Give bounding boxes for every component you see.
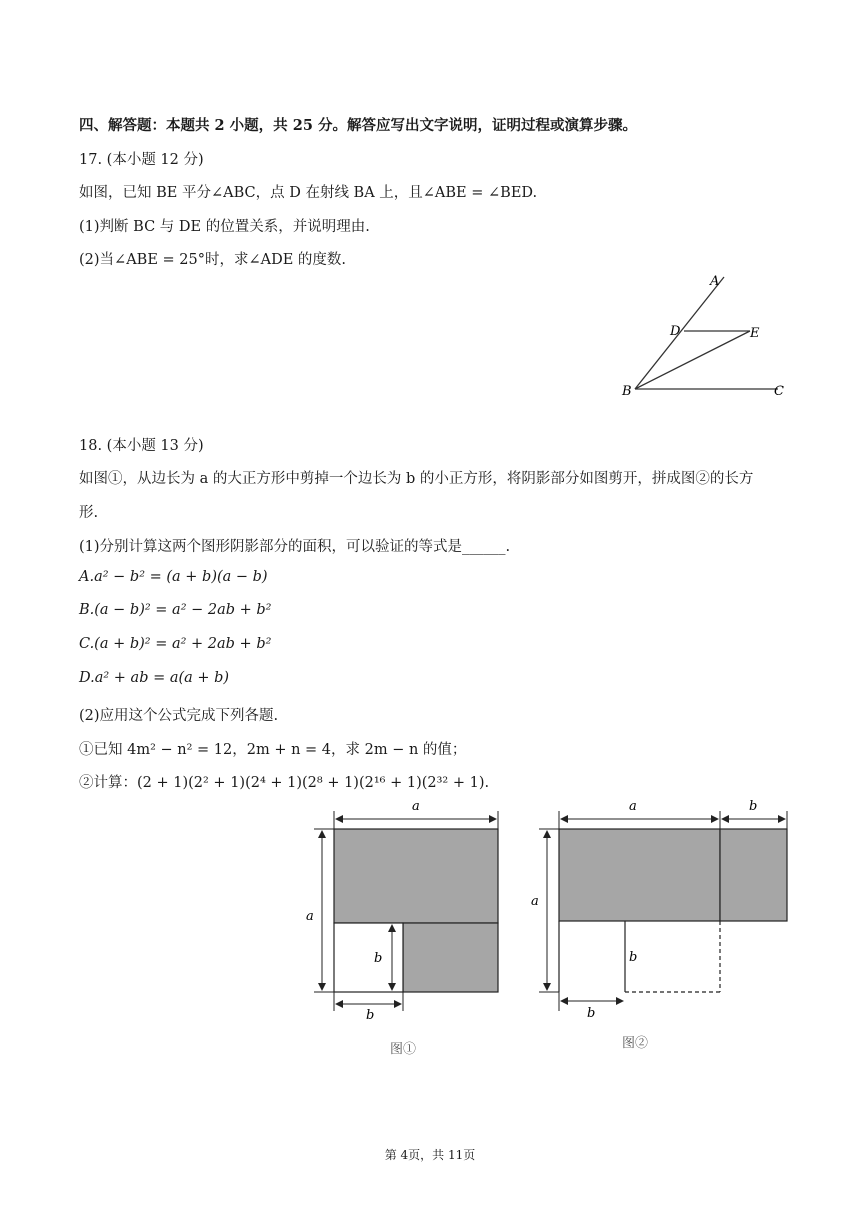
q18-part2: (2)应用这个公式完成下列各题. <box>79 708 279 724</box>
label-C: C <box>774 384 784 399</box>
q18-option-d: D.a² + ab = a(a + b) <box>79 670 230 686</box>
label-B: B <box>622 384 632 399</box>
fig1-inner-b: b <box>374 951 383 966</box>
q18-figure-1 <box>300 795 510 1065</box>
q18-part1: (1)分别计算这两个图形阴影部分的面积，可以验证的等式是______. <box>79 539 511 555</box>
fig2-left-a: a <box>531 894 539 909</box>
segment-be <box>635 331 750 389</box>
q17-header: 17. (本小题 12 分) <box>79 152 204 168</box>
fig1-top-shaded <box>334 829 498 923</box>
fig2-left-shaded <box>559 829 720 921</box>
label-D: D <box>670 324 681 339</box>
fig1-top-a: a <box>412 799 420 814</box>
page-footer: 第 4页，共 11页 <box>384 1148 476 1162</box>
fig1-bottom-shaded <box>403 923 498 992</box>
label-E: E <box>750 326 760 341</box>
q17-part1: (1)判断 BC 与 DE 的位置关系，并说明理由. <box>79 219 370 235</box>
q18-sub2: ②计算：(2 + 1)(2² + 1)(2⁴ + 1)(2⁸ + 1)(2¹⁶ + 1)(2³² + 1). <box>79 775 490 791</box>
q18-header: 18. (本小题 13 分) <box>79 438 204 454</box>
q18-stem-line1: 如图①，从边长为 a 的大正方形中剪掉一个边长为 b 的小正方形，将阴影部分如图剪开，拼成图②的长方 <box>79 471 754 487</box>
fig1-cut-square <box>334 923 403 992</box>
q17-figure <box>610 265 810 405</box>
q18-sub1: ①已知 4m² − n² = 12，2m + n = 4，求 2m − n 的值； <box>79 742 467 758</box>
fig1-caption: 图① <box>390 1042 417 1057</box>
q18-option-a: A.a² − b² = (a + b)(a − b) <box>79 569 268 585</box>
q18-stem-line2: 形. <box>79 505 99 521</box>
fig2-inner-b: b <box>629 950 638 965</box>
fig2-top-a: a <box>629 799 637 814</box>
q17-stem: 如图，已知 BE 平分∠ABC，点 D 在射线 BA 上，且∠ABE = ∠BED. <box>79 185 538 201</box>
q18-option-b: B.(a − b)² = a² − 2ab + b² <box>79 602 272 618</box>
fig2-top-b: b <box>749 799 758 814</box>
label-A: A <box>710 274 720 289</box>
q17-part2: (2)当∠ABE = 25°时，求∠ADE 的度数. <box>79 252 347 268</box>
fig2-bottom-b: b <box>587 1006 596 1021</box>
q18-option-c: C.(a + b)² = a² + 2ab + b² <box>79 636 272 652</box>
fig2-right-shaded <box>720 829 787 921</box>
fig1-bottom-b: b <box>366 1008 375 1023</box>
fig2-caption: 图② <box>622 1036 649 1051</box>
fig1-left-a: a <box>306 909 314 924</box>
q18-figure-2 <box>525 795 805 1065</box>
section-heading: 四、解答题：本题共 2 小题，共 25 分。解答应写出文字说明，证明过程或演算步骤。 <box>79 117 637 134</box>
